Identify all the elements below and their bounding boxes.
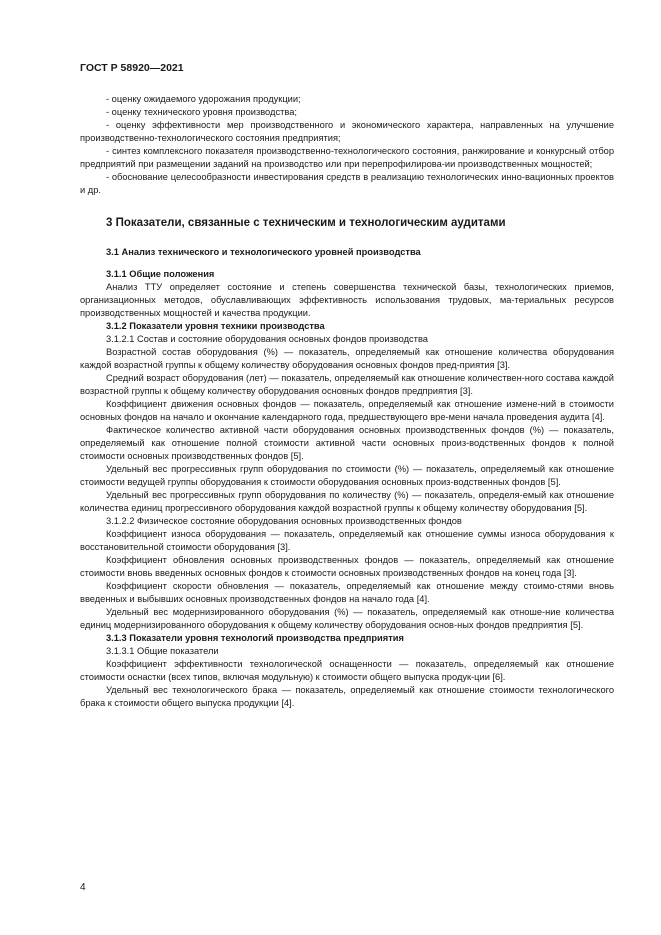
- list-item: - оценку технического уровня производства;: [106, 107, 297, 117]
- section-3-1-2-1-title: 3.1.2.1 Состав и состояние оборудования основных фондов производства: [106, 334, 428, 344]
- list-item: - обоснование целесообразности инвестирования средств в реализацию технологических инно-вационных проектов и др.: [80, 172, 614, 195]
- paragraph: Коэффициент износа оборудования — показатель, определяемый как отношение суммы износа оборудования к восстановительной стоимости оборудования [3].: [80, 529, 614, 552]
- paragraph: Возрастной состав оборудования (%) — показатель, определяемый как отношение количества оборудования каждой возрастной группы к общему количеству оборудования основных фондов пред-приятия [3].: [80, 347, 614, 370]
- list-item: - оценку эффективности мер производственного и экономического характера, направленных на улучшение производственно-технологического состояния предприятия;: [80, 120, 614, 143]
- section-3-1-3-title: 3.1.3 Показатели уровня технологий производства предприятия: [106, 633, 404, 643]
- paragraph: Коэффициент скорости обновления — показатель, определяемый как отношение между стоимо-стями вновь введенных и выбывших основных производственных фондов на начало года [4].: [80, 581, 614, 604]
- paragraph: Удельный вес технологического брака — показатель, определяемый как отношение стоимости технологического брака к стоимости общего выпуска продукции [4].: [80, 685, 614, 708]
- section-3-1-1-title: 3.1.1 Общие положения: [106, 269, 215, 279]
- section-3-1-2-title: 3.1.2 Показатели уровня техники производства: [106, 321, 325, 331]
- section-3-1-title: 3.1 Анализ технического и технологического уровней производства: [106, 247, 421, 257]
- section-3-1-2-2-title: 3.1.2.2 Физическое состояние оборудования основных производственных фондов: [106, 516, 462, 526]
- paragraph: Фактическое количество активной части оборудования основных производственных фондов (%) — показатель, определяемый как отношение полной стоимости активной части основных произ-водственных фондов к полной стоимости основных производственных фондов [5].: [80, 425, 614, 461]
- section-3-title: 3 Показатели, связанные с техническим и технологическим аудитами: [106, 217, 506, 229]
- document-header: ГОСТ Р 58920—2021: [80, 62, 184, 74]
- paragraph: Коэффициент движения основных фондов — показатель, определяемый как отношение измене-ний в стоимости основных фондов на начало и окончание календарного года, предшествующего вре-мени начала проведения аудита [4].: [80, 399, 614, 422]
- paragraph: Удельный вес модернизированного оборудования (%) — показатель, определяемый как отноше-ние количества единиц модернизированного оборудования к общему количеству оборудования основ-ных фондов предприятия [5].: [80, 607, 614, 630]
- paragraph: Средний возраст оборудования (лет) — показатель, определяемый как отношение количествен-ного состава каждой возрастной группы к общему количеству оборудования основных фондов предприятия [3].: [80, 373, 614, 396]
- paragraph: Анализ ТТУ определяет состояние и степень совершенства технической базы, технологических приемов, организационных методов, обуславливающих эффективность использования трудовых, ма-териальных ресурсов производственных мощностей и качества продукции.: [80, 282, 614, 318]
- section-3-1-3-1-title: 3.1.3.1 Общие показатели: [106, 646, 219, 656]
- list-item: - синтез комплексного показателя производственно-технологического состояния, ранжирование и конкурсный отбор предприятий при размещении заданий на производство или при перепрофилирова-ии производственных мощностей;: [80, 146, 614, 169]
- paragraph: Удельный вес прогрессивных групп оборудования по количеству (%) — показатель, определя-емый как отношение количества единиц прогрессивного оборудования каждой возрастной группы к общему количеству оборудования [5].: [80, 490, 614, 513]
- paragraph: Коэффициент обновления основных производственных фондов — показатель, определяемый как отношение стоимости вновь введенных основных фондов к стоимости основных производственных фондов на конец года [3].: [80, 555, 614, 578]
- paragraph: Коэффициент эффективности технологической оснащенности — показатель, определяемый как отношение стоимости оснастки (всех типов, включая модульную) к стоимости общего выпуска продук-ции [6].: [80, 659, 614, 682]
- list-item: - оценку ожидаемого удорожания продукции;: [106, 94, 301, 104]
- page-number: 4: [80, 882, 86, 893]
- page-body: [80, 93, 614, 710]
- paragraph: Удельный вес прогрессивных групп оборудования по стоимости (%) — показатель, определяемый как отношение стоимости ведущей группы оборудования к стоимости оборудования основных произ-водственных фондов [5].: [80, 464, 614, 487]
